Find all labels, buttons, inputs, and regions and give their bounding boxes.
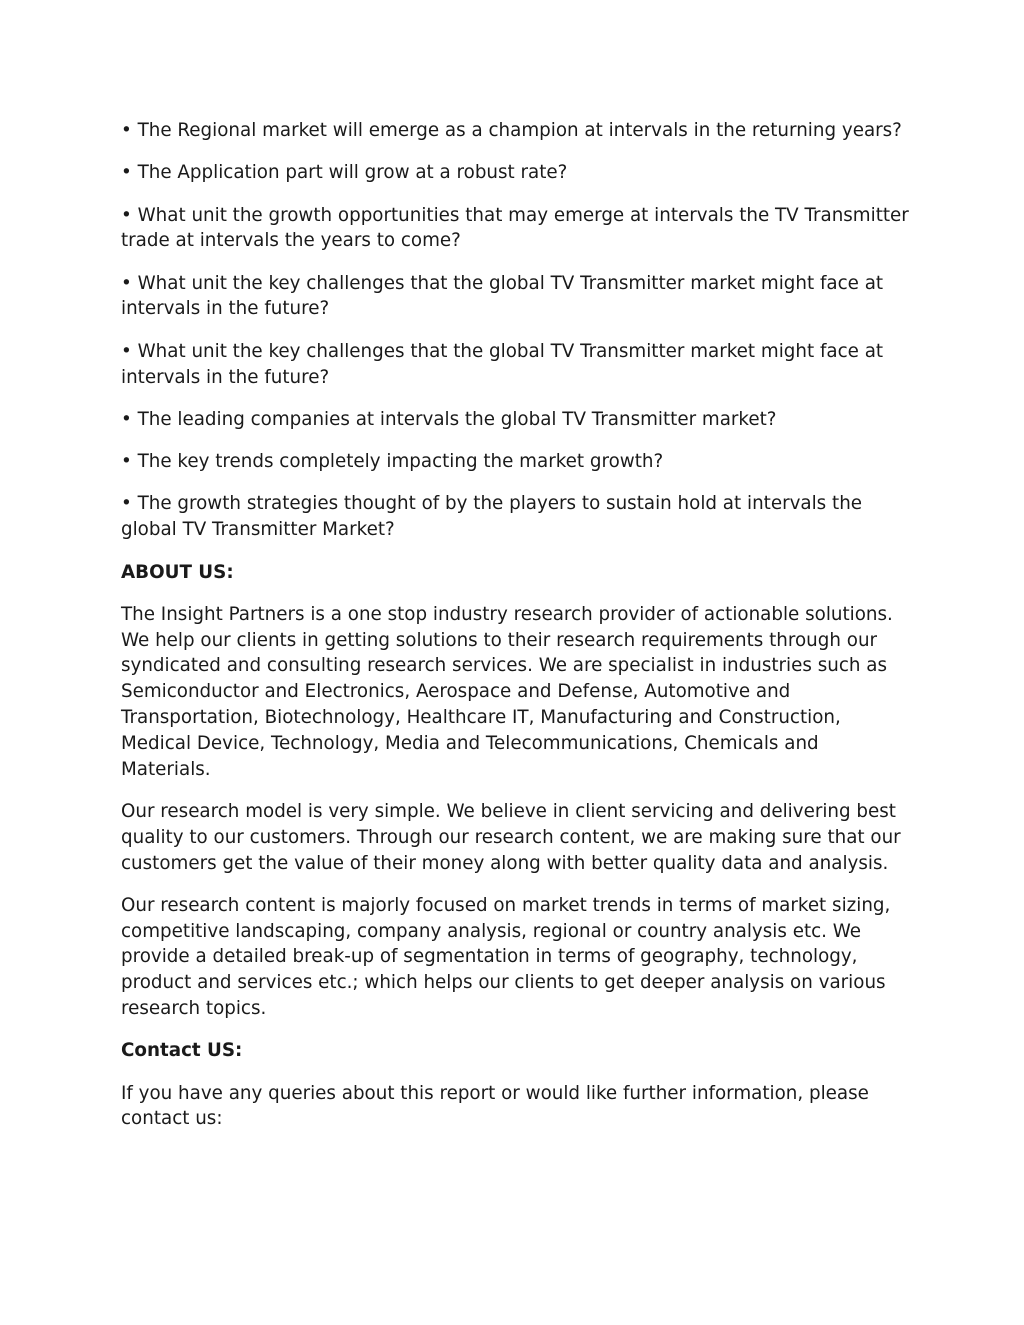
bullet-item: • The Regional market will emerge as a champion at intervals in the returning years? bbox=[121, 120, 902, 141]
contact-heading: Contact US: bbox=[121, 1040, 243, 1062]
bullet-item: • The key trends completely impacting the market growth? bbox=[121, 451, 664, 473]
about-heading: ABOUT US: bbox=[121, 561, 234, 583]
document-page bbox=[121, 118, 911, 1149]
bullet-item: • What unit the key challenges that the global TV Transmitter market might face at intervals in the future? bbox=[121, 272, 884, 320]
bullet-item: • What unit the key challenges that the global TV Transmitter market might face at intervals in the future? bbox=[121, 340, 884, 388]
bullet-item: • The Application part will grow at a robust rate? bbox=[121, 162, 568, 184]
bullet-item: • The leading companies at intervals the global TV Transmitter market? bbox=[121, 408, 777, 430]
about-paragraph: The Insight Partners is a one stop industry research provider of actionable solutions. We help our clients in getting solutions to their research requirements through our syndicated and consulting research services. We are specialist in industries such as Semiconductor and Electronics, Aerospace and Defense, Automotive and Transportation, Biotechnology, Healthcare IT, Manufacturing and Construction, Medical Device, Technology, Media and Telecommunications, Chemicals and Materials. bbox=[121, 603, 893, 780]
bullet-item: • The growth strategies thought of by the players to sustain hold at intervals the global TV Transmitter Market? bbox=[121, 493, 863, 541]
about-paragraph: Our research content is majorly focused on market trends in terms of market sizing, competitive landscaping, company analysis, regional or country analysis etc. We provide a detailed break-up of segmentation in terms of geography, technology, product and services etc.; which helps our clients to get deeper analysis on various research topics. bbox=[121, 894, 891, 1020]
bullet-item: • What unit the growth opportunities that may emerge at intervals the TV Transmitter trade at intervals the years to come? bbox=[121, 204, 909, 252]
contact-paragraph: If you have any queries about this report or would like further information, please contact us: bbox=[121, 1082, 869, 1130]
about-paragraph: Our research model is very simple. We believe in client servicing and delivering best quality to our customers. Through our research content, we are making sure that our customers get the value of their money along with better quality data and analysis. bbox=[121, 800, 901, 874]
